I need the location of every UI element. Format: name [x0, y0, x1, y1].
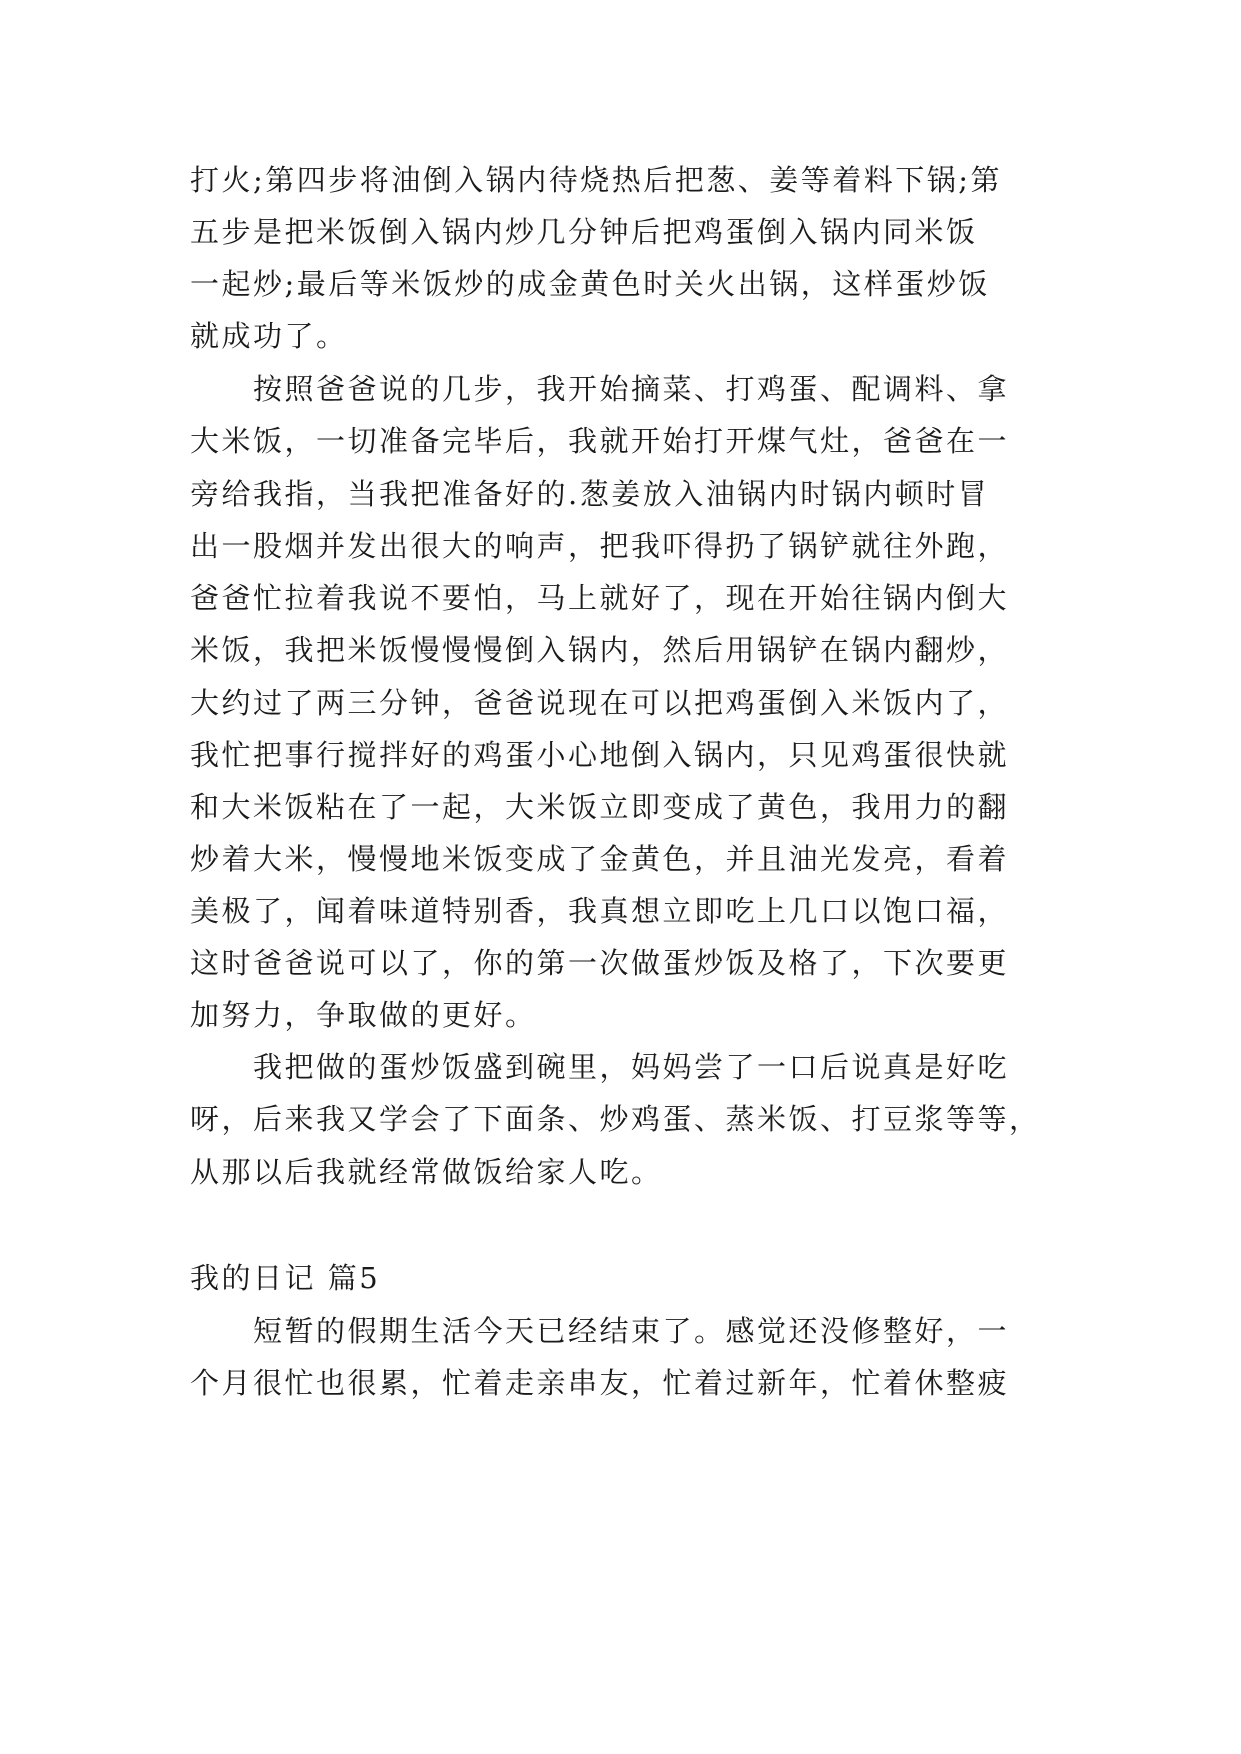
text-line: 和大米饭粘在了一起，大米饭立即变成了黄色，我用力的翻 — [190, 790, 1010, 824]
text-line: 打火;第四步将油倒入锅内待烧热后把葱、姜等着料下锅;第 — [190, 163, 1003, 197]
text-line: 我忙把事行搅拌好的鸡蛋小心地倒入锅内，只见鸡蛋很快就 — [190, 738, 1010, 772]
text-line: 从那以后我就经常做饭给家人吃。 — [190, 1155, 663, 1189]
text-line: 爸爸忙拉着我说不要怕，马上就好了，现在开始往锅内倒大 — [190, 581, 1010, 615]
paragraph-start-line: 我把做的蛋炒饭盛到碗里，妈妈尝了一口后说真是好吃 — [253, 1050, 1010, 1084]
text-line: 就成功了。 — [190, 319, 348, 353]
text-line: 炒着大米，慢慢地米饭变成了金黄色，并且油光发亮，看着 — [190, 842, 1010, 876]
text-line: 大约过了两三分钟，爸爸说现在可以把鸡蛋倒入米饭内了， — [190, 686, 1010, 720]
section-heading: 我的日记 篇5 — [190, 1261, 381, 1295]
text-line: 呀，后来我又学会了下面条、炒鸡蛋、蒸米饭、打豆浆等等， — [190, 1102, 1041, 1136]
text-line: 大米饭，一切准备完毕后，我就开始打开煤气灶，爸爸在一 — [190, 424, 1010, 458]
text-line: 美极了，闻着味道特别香，我真想立即吃上几口以饱口福， — [190, 894, 1010, 928]
text-line: 一起炒;最后等米饭炒的成金黄色时关火出锅，这样蛋炒饭 — [190, 267, 990, 301]
text-line: 这时爸爸说可以了，你的第一次做蛋炒饭及格了，下次要更 — [190, 946, 1010, 980]
text-line: 出一股烟并发出很大的响声，把我吓得扔了锅铲就往外跑， — [190, 529, 1010, 563]
text-line: 米饭，我把米饭慢慢慢倒入锅内，然后用锅铲在锅内翻炒， — [190, 633, 1010, 667]
text-line: 五步是把米饭倒入锅内炒几分钟后把鸡蛋倒入锅内同米饭 — [190, 215, 978, 249]
text-line: 旁给我指，当我把准备好的.葱姜放入油锅内时锅内顿时冒 — [190, 477, 990, 511]
text-line: 加努力，争取做的更好。 — [190, 998, 537, 1032]
text-line: 个月很忙也很累，忙着走亲串友，忙着过新年，忙着休整疲 — [190, 1366, 1010, 1400]
paragraph-start-line: 短暂的假期生活今天已经结束了。感觉还没修整好，一 — [253, 1314, 1010, 1348]
paragraph-start-line: 按照爸爸说的几步，我开始摘菜、打鸡蛋、配调料、拿 — [253, 372, 1010, 406]
